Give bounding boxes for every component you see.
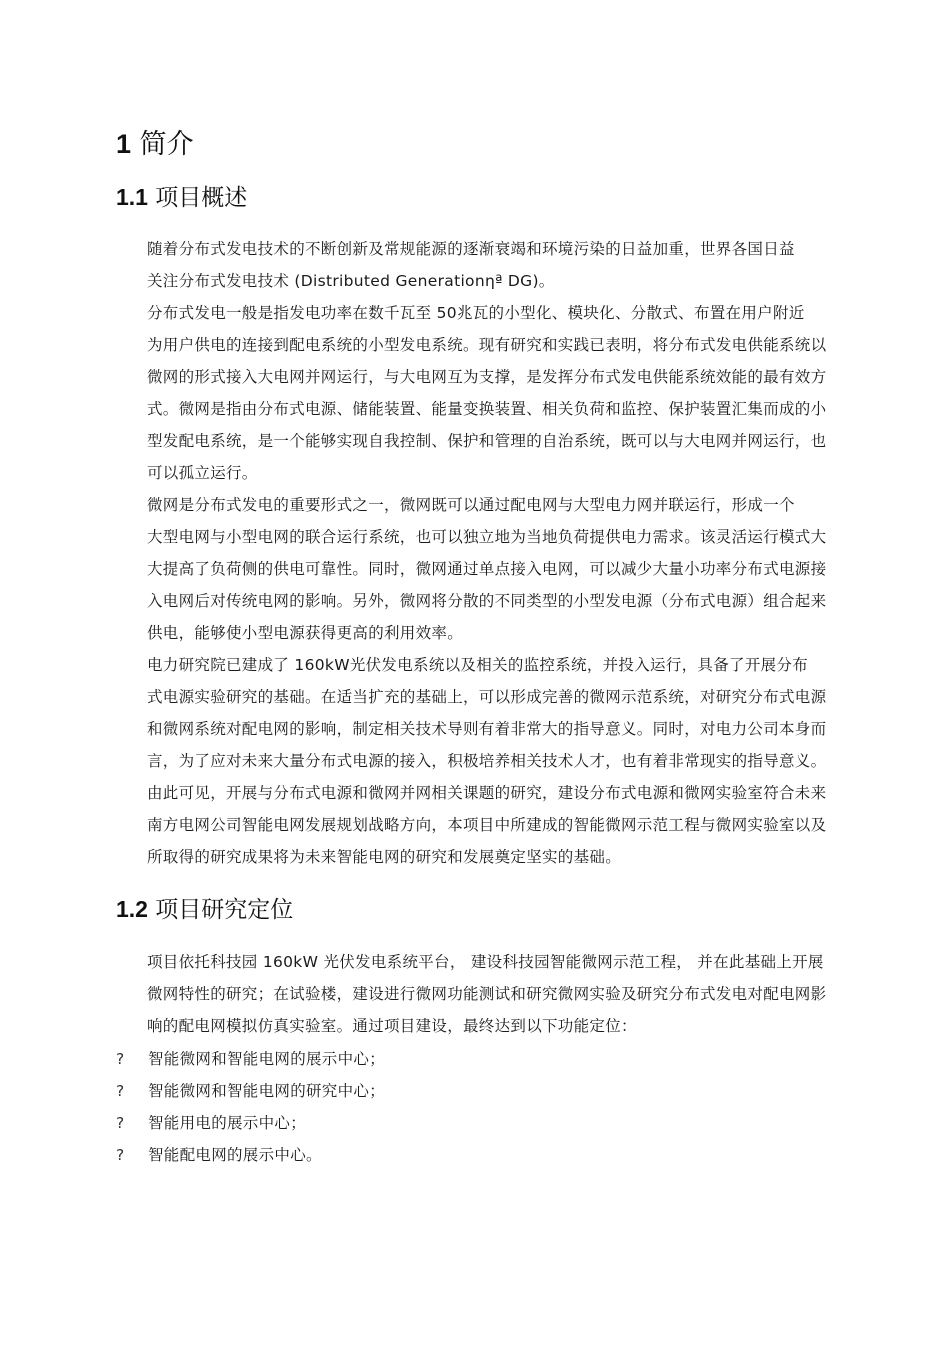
text-line: 分布式发电一般是指发电功率在数千瓦至 50兆瓦的小型化、模块化、分散式、布置在用户附近 [147,304,805,322]
text-line: 项目依托科技园 160kW 光伏发电系统平台， 建设科技园智能微网示范工程， 并在此基础上开展 [147,953,824,971]
paragraph-4 [116,649,832,873]
section-number: 1.2 [116,896,148,922]
list-item-text: 智能微网和智能电网的展示中心； [148,1050,386,1068]
text-line: 由此可见，开展与分布式电源和微网并网相关课题的研究，建设分布式电源和微网实验室符合未来 [147,784,827,802]
list-item [116,1107,832,1139]
bullet-mark: ? [116,1114,125,1132]
text-line: 式。微网是指由分布式电源、储能装置、能量变换装置、相关负荷和监控、保护装置汇集而成的小 [147,400,827,418]
paragraph-3 [116,489,832,649]
bullet-mark: ? [116,1082,125,1100]
section-heading-1-1 [116,180,247,215]
bullet-mark: ? [116,1146,125,1164]
bullet-mark: ? [116,1050,125,1068]
paragraph-5 [116,946,832,1042]
text-line: 式电源实验研究的基础。在适当扩充的基础上，可以形成完善的微网示范系统，对研究分布式电源 [147,688,827,706]
text-line: 言，为了应对未来大量分布式电源的接入，积极培养相关技术人才，也有着非常现实的指导意义。 [147,752,827,770]
text-line: 入电网后对传统电网的影响。另外，微网将分散的不同类型的小型发电源（分布式电源）组合起来 [147,592,827,610]
text-line: 微网的形式接入大电网并网运行，与大电网互为支撑，是发挥分布式发电供能系统效能的最有效方 [147,368,827,386]
text-line: 和微网系统对配电网的影响，制定相关技术导则有着非常大的指导意义。同时，对电力公司本身而 [147,720,827,738]
paragraph-1 [116,233,832,297]
text-line: 随着分布式发电技术的不断创新及常规能源的逐渐衰竭和环境污染的日益加重，世界各国日益 [147,240,795,258]
function-list [116,1043,832,1171]
chapter-heading [116,124,194,165]
chapter-number: 1 [116,129,132,159]
text-line: 南方电网公司智能电网发展规划战略方向，本项目中所建成的智能微网示范工程与微网实验室以及 [147,816,827,834]
list-item [116,1075,832,1107]
text-line: 电力研究院已建成了 160kW光伏发电系统以及相关的监控系统，并投入运行，具备了开展分布 [147,656,809,674]
list-item [116,1139,832,1171]
text-line: 大型电网与小型电网的联合运行系统，也可以独立地为当地负荷提供电力需求。该灵活运行模式大 [147,528,827,546]
text-line: 响的配电网模拟仿真实验室。通过项目建设，最终达到以下功能定位： [147,1017,637,1035]
text-line: 关注分布式发电技术 (Distributed Generationηª DG)。 [147,272,555,290]
text-line: 型发配电系统，是一个能够实现自我控制、保护和管理的自治系统，既可以与大电网并网运行，也 [147,432,827,450]
list-item [116,1043,832,1075]
section-title: 项目概述 [155,185,248,211]
section-heading-1-2 [116,892,293,927]
text-line: 为用户供电的连接到配电系统的小型发电系统。现有研究和实践已表明，将分布式发电供能系统以 [147,336,827,354]
chapter-title: 简介 [139,129,194,160]
text-line: 微网特性的研究；在试验楼，建设进行微网功能测试和研究微网实验及研究分布式发电对配电网影 [147,985,827,1003]
text-line: 供电，能够使小型电源获得更高的利用效率。 [147,624,464,642]
list-item-text: 智能用电的展示中心； [148,1114,307,1132]
paragraph-2 [116,297,832,489]
list-item-text: 智能配电网的展示中心。 [148,1146,322,1164]
text-line: 微网是分布式发电的重要形式之一，微网既可以通过配电网与大型电力网并联运行，形成一个 [147,496,795,514]
section-number: 1.1 [116,184,148,210]
text-line: 所取得的研究成果将为未来智能电网的研究和发展奠定坚实的基础。 [147,848,622,866]
section-title: 项目研究定位 [155,897,294,923]
list-item-text: 智能微网和智能电网的研究中心； [148,1082,386,1100]
text-line: 可以孤立运行。 [147,464,258,482]
text-line: 大提高了负荷侧的供电可靠性。同时，微网通过单点接入电网，可以减少大量小功率分布式电源接 [147,560,827,578]
